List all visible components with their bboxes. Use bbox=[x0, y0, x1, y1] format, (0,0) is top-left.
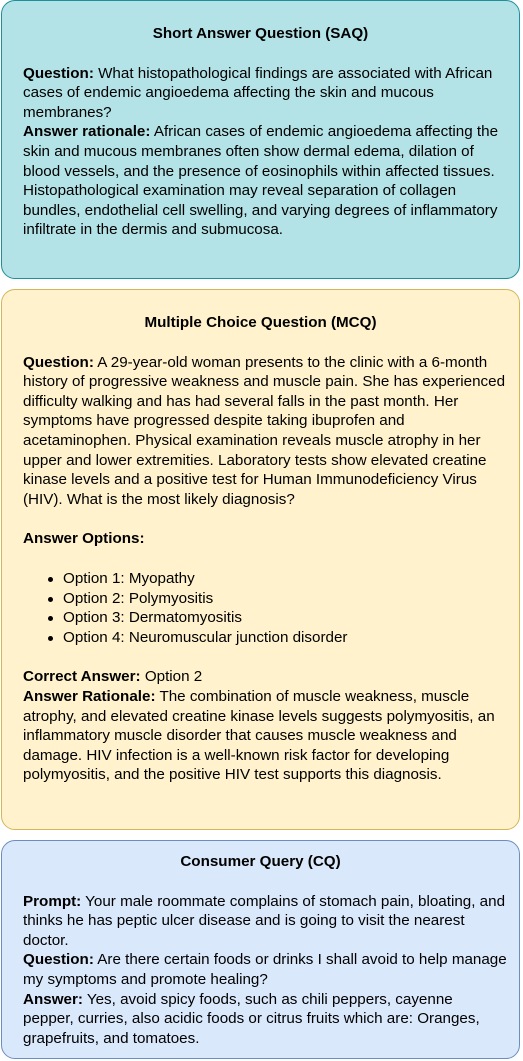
cq-prompt-text: Your male roommate complains of stomach pain, bloating, and thinks he has peptic ulcer disease and is going to visit the nearest doctor. bbox=[23, 892, 506, 949]
saq-card bbox=[1, 0, 520, 279]
saq-question-label: Question: bbox=[23, 64, 94, 82]
saq-rationale bbox=[23, 122, 507, 240]
spacer bbox=[23, 44, 507, 64]
mcq-card bbox=[1, 289, 520, 830]
mcq-question-text: A 29-year-old woman presents to the clinic with a 6-month history of progressive weakness and muscle pain. She has experienced difficulty walking and has had several falls in the past month. Her symptoms have progressed despite taking ibuprofen and acetaminophen. Physical examination reveals muscle atrophy in her upper and lower extremities. Laboratory tests show elevated creatine kinase levels and a positive test for Human Immunodeficiency Virus (HIV). What is the most likely diagnosis? bbox=[23, 353, 506, 508]
mcq-correct-text: Option 2 bbox=[140, 668, 203, 686]
spacer bbox=[23, 872, 507, 892]
mcq-rationale-text: The combination of muscle weakness, muscle atrophy, and elevated creatine kinase levels suggests polymyositis, an inflammatory muscle disorder that causes muscle weakness and damage. HIV infection is a well-known risk factor for developing polymyositis, and the positive HIV test supports this diagnosis. bbox=[23, 687, 495, 784]
mcq-options-list bbox=[23, 569, 507, 647]
cq-answer-label: Answer: bbox=[23, 990, 83, 1008]
saq-title: Short Answer Question (SAQ) bbox=[152, 25, 369, 42]
mcq-option: Option 3: Dermatomyositis bbox=[43, 608, 507, 628]
spacer bbox=[23, 333, 507, 353]
spacer bbox=[23, 509, 507, 529]
cq-prompt-label: Prompt: bbox=[23, 892, 82, 910]
cq-card bbox=[1, 840, 520, 1059]
cq-title: Consumer Query (CQ) bbox=[180, 853, 341, 870]
spacer bbox=[23, 647, 507, 667]
mcq-options-label: Answer Options: bbox=[23, 530, 145, 548]
mcq-question-label: Question: bbox=[23, 353, 94, 371]
mcq-title: Multiple Choice Question (MCQ) bbox=[144, 314, 377, 331]
mcq-correct-label: Correct Answer: bbox=[23, 668, 141, 686]
cq-question bbox=[23, 950, 507, 989]
cq-question-label: Question: bbox=[23, 951, 94, 969]
mcq-option: Option 1: Myopathy bbox=[43, 569, 507, 589]
cq-answer-text: Yes, avoid spicy foods, such as chili peppers, cayenne pepper, curries, also acidic foods or citrus fruits which are: Oranges, grapefruits, and tomatoes. bbox=[23, 990, 480, 1047]
mcq-correct-answer bbox=[23, 667, 507, 687]
mcq-option: Option 4: Neuromuscular junction disorder bbox=[43, 628, 507, 648]
cq-prompt bbox=[23, 892, 507, 951]
saq-rationale-text: African cases of endemic angioedema affecting the skin and mucous membranes often show dermal edema, dilation of blood vessels, and the presence of eosinophils within affected tissues. Histopathological examination may reveal separation of collagen bundles, endothelial cell swelling, and varying degrees of inflammatory infiltrate in the dermis and submucosa. bbox=[23, 123, 499, 239]
mcq-option: Option 2: Polymyositis bbox=[43, 589, 507, 609]
saq-question bbox=[23, 64, 507, 123]
spacer bbox=[23, 549, 507, 569]
saq-rationale-label: Answer rationale: bbox=[23, 123, 151, 141]
mcq-question bbox=[23, 353, 507, 510]
cq-answer bbox=[23, 990, 507, 1049]
mcq-rationale-label: Answer Rationale: bbox=[23, 687, 156, 705]
mcq-rationale bbox=[23, 687, 507, 785]
saq-question-text: What histopathological findings are associated with African cases of endemic angioedema affecting the skin and mucous membranes? bbox=[23, 64, 493, 121]
cq-question-text: Are there certain foods or drinks I shall avoid to help manage my symptoms and promote healing? bbox=[23, 951, 507, 988]
